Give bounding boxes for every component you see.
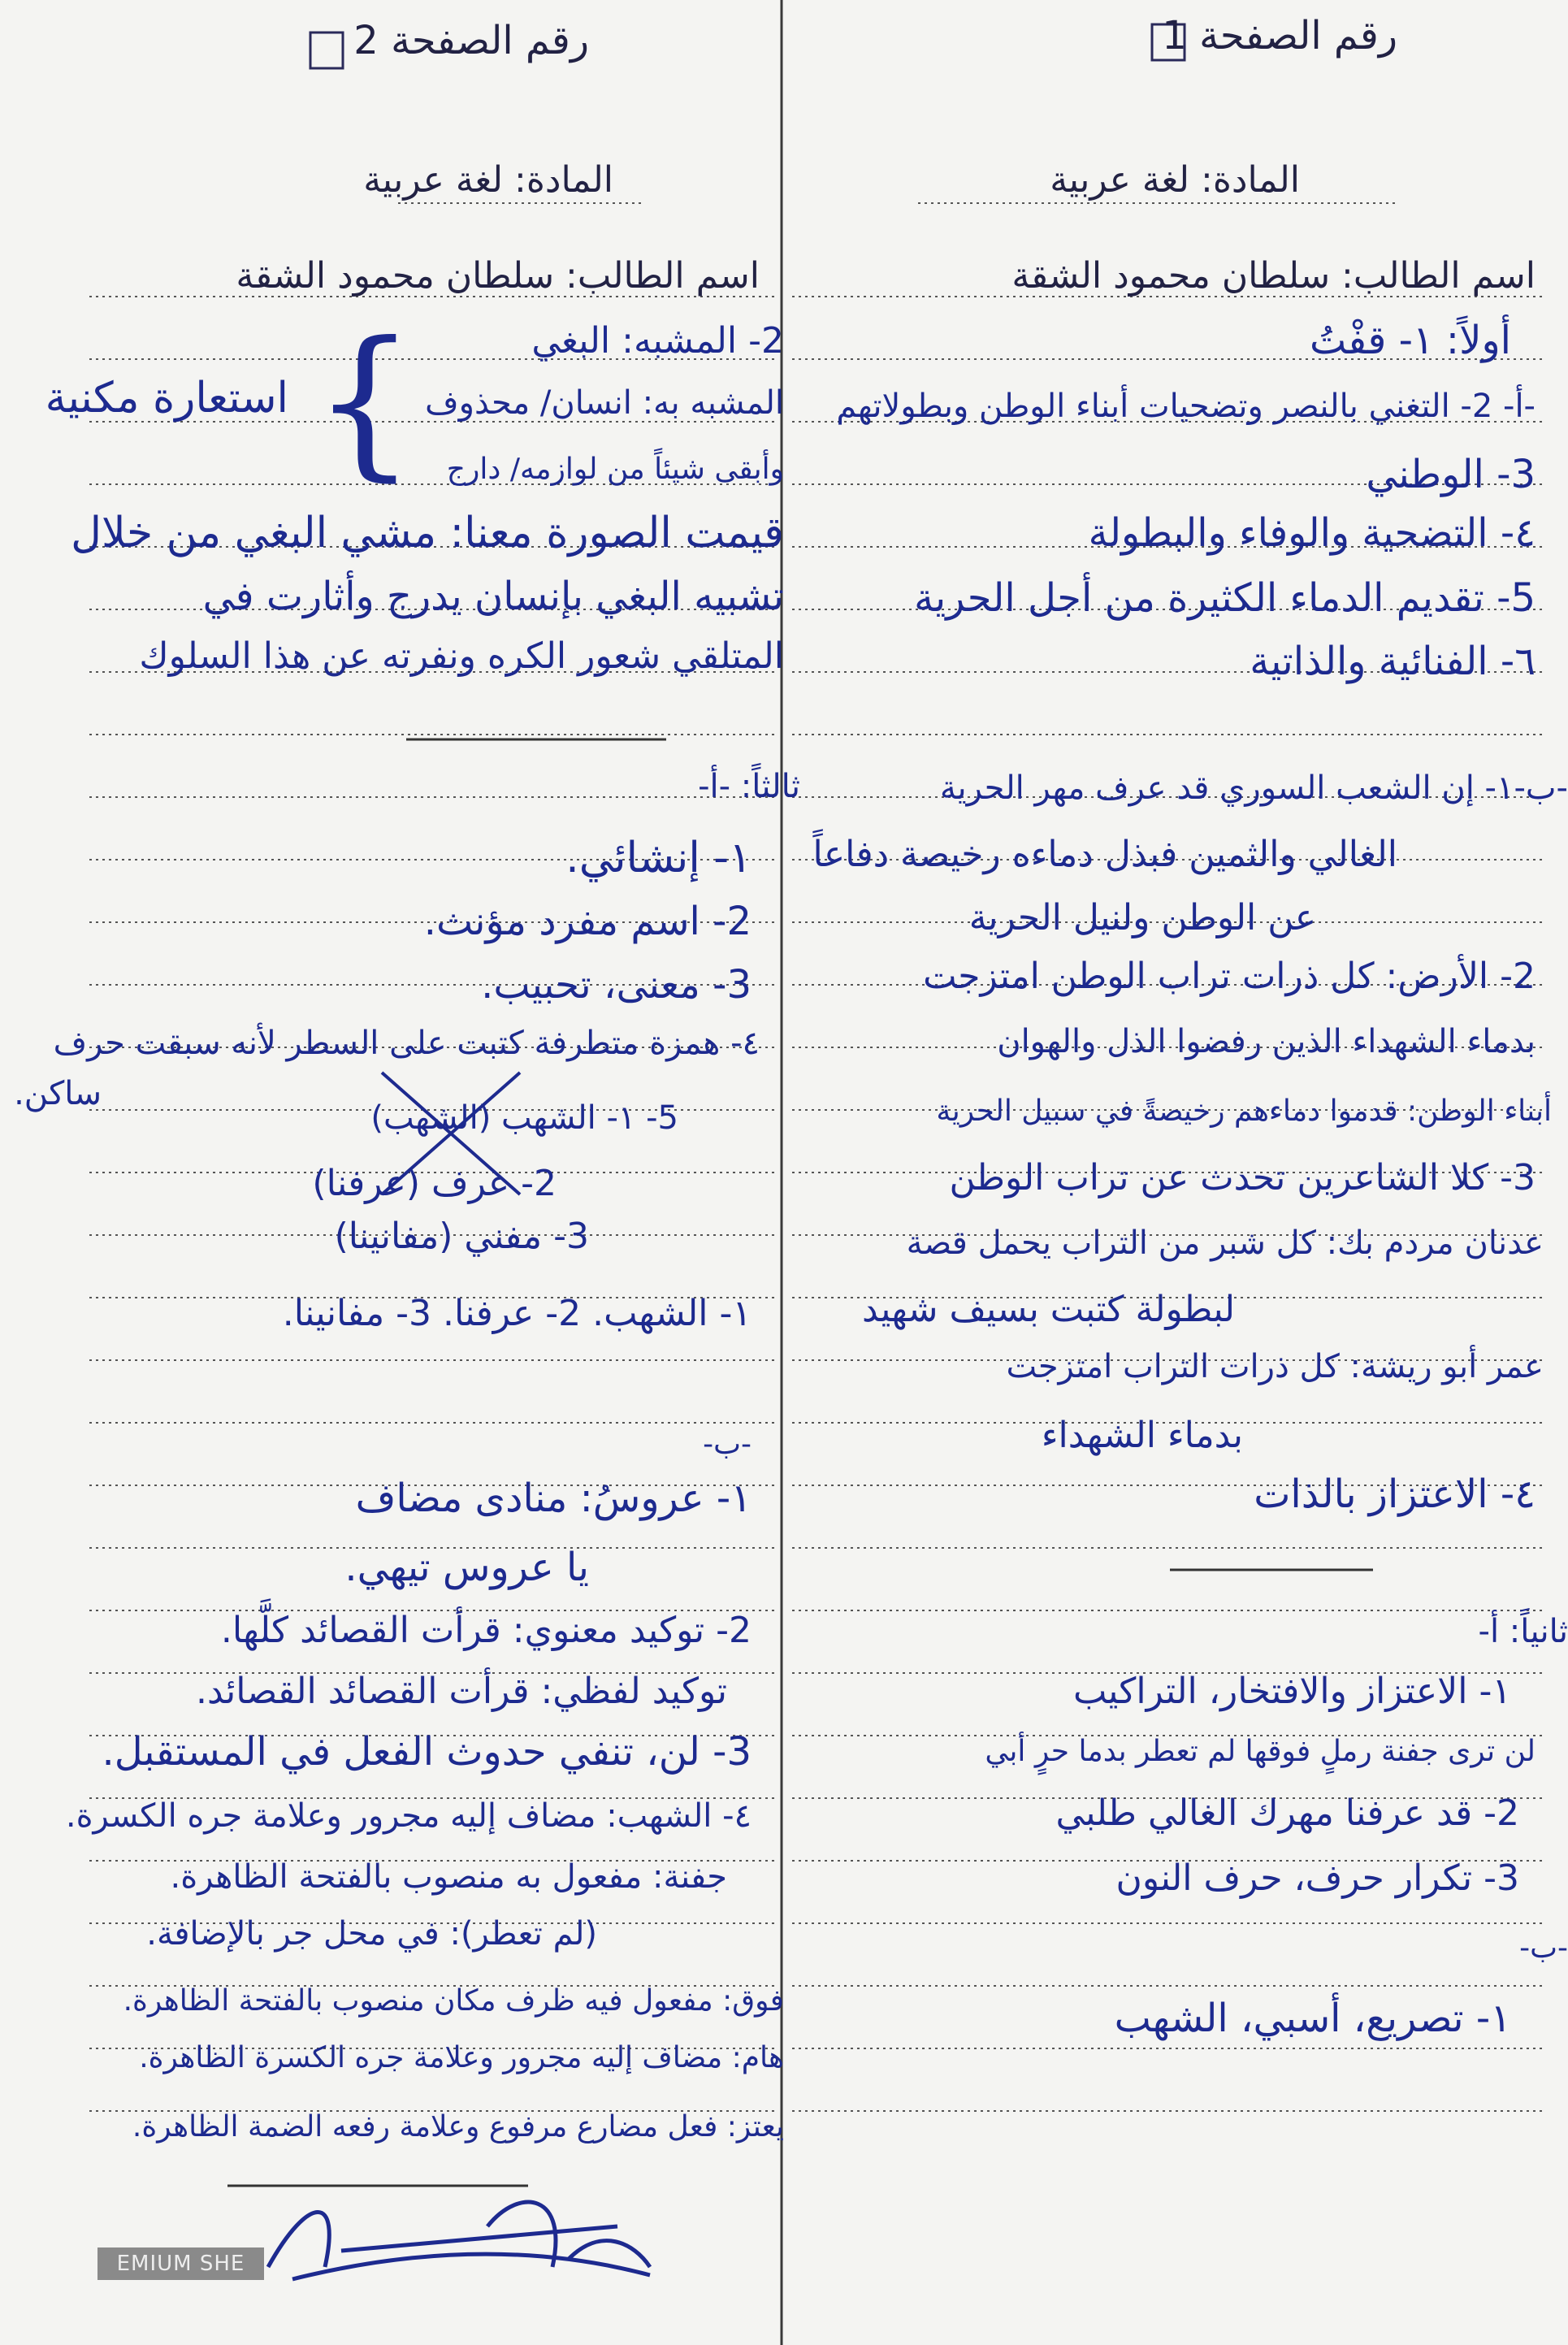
answer-line: 2- توكيد معنوي: قرأت القصائد كلَّها. bbox=[220, 1610, 752, 1651]
page-number: رقم الصفحة 1 bbox=[1162, 13, 1397, 59]
answer-line: عدنان مردم بك: كل شبر من التراب يحمل قصة bbox=[906, 1225, 1544, 1262]
answer-line: جفنة: مفعول به منصوب بالفتحة الظاهرة. bbox=[170, 1858, 727, 1896]
answer-line: عمر أبو ريشة: كل ذرات التراب امتزجت bbox=[1006, 1348, 1544, 1385]
answer-line: لبطولة كتبت بسيف شهيد bbox=[861, 1289, 1235, 1330]
answer-line: المتلقي شعور الكره ونفرته عن هذا السلوك bbox=[139, 635, 784, 677]
answer-line: ١- تصريع، أسبي، الشهب bbox=[1114, 1996, 1511, 2041]
answer-line: -ب- bbox=[1519, 1931, 1568, 1965]
student-name: اسم الطالب: سلطان محمود الشقة bbox=[1011, 255, 1536, 297]
answer-line: -ب-١- إن الشعب السوري قد عرف مهر الحرية bbox=[940, 769, 1568, 807]
answer-line: ٦- الفنائية والذاتية bbox=[1250, 639, 1536, 684]
answer-line: فوق: مفعول فيه ظرف مكان منصوب بالفتحة الظاهرة. bbox=[123, 1984, 784, 2018]
answer-line: أولاً: ١- قفْتُ bbox=[1309, 318, 1511, 363]
subject-label: المادة: لغة عربية bbox=[363, 159, 613, 201]
answer-line: لن ترى جفنة رملٍ فوقها لم تعطر بدما حرٍ أبي bbox=[985, 1735, 1536, 1768]
answer-line: 3- مفني (مفانينا) bbox=[334, 1216, 589, 1257]
answer-line: استعارة مكنية bbox=[45, 374, 288, 423]
answer-line: ٤- الشهب: مضاف إليه مجرور وعلامة جره الكسرة. bbox=[65, 1797, 752, 1835]
answer-line: المشبه به: انسان/ محذوف bbox=[425, 384, 784, 422]
answer-line: ١- عروسُ: منادى مضاف bbox=[355, 1476, 752, 1521]
answer-line: -ب- bbox=[703, 1428, 752, 1461]
answer-line: عن الوطن ولنيل الحرية bbox=[968, 897, 1316, 938]
student-name: اسم الطالب: سلطان محمود الشقة bbox=[236, 255, 760, 297]
subject-label: المادة: لغة عربية bbox=[1050, 159, 1300, 201]
watermark-stamp: EMIUM SHE bbox=[97, 2247, 264, 2280]
answer-line: ثانياً: أ- bbox=[1478, 1613, 1568, 1650]
answer-line: ٤- همزة متطرفة كتبت على السطر لأنه سبقت حرف bbox=[53, 1025, 760, 1062]
answer-line: (لم تعطر): في محل جر بالإضافة. bbox=[146, 1915, 597, 1953]
answer-line: ١- الاعتزاز والافتخار، التراكيب bbox=[1072, 1671, 1511, 1712]
curly-brace-mark: { bbox=[313, 307, 417, 496]
page-number: رقم الصفحة 2 bbox=[353, 18, 589, 63]
answer-line: هام: مضاف إليه مجرور وعلامة جره الكسرة الظاهرة. bbox=[139, 2041, 784, 2074]
answer-line: ١- الشهب. 2- عرفنا. 3- مفانينا. bbox=[282, 1293, 752, 1334]
answer-line: أبناء الوطن: قدموا دماءهم رخيصةً في سبيل الحرية bbox=[936, 1094, 1552, 1128]
answer-line: 3- تكرار حرف، حرف النون bbox=[1115, 1857, 1519, 1899]
answer-line: 5- ١- الشهب (الشهب) bbox=[370, 1099, 678, 1137]
answer-line: ٤- الاعتزاز بالذات bbox=[1254, 1472, 1536, 1517]
answer-line: وأبقى شيئاً من لوازمه/ دارج bbox=[446, 453, 784, 486]
answer-line: ساكن. bbox=[14, 1075, 102, 1112]
answer-line: 2- المشبه: البغي bbox=[531, 320, 784, 362]
answer-line: 5- تقديم الدماء الكثيرة من أجل الحرية bbox=[914, 575, 1536, 621]
answer-line: 3- لن، تنفي حدوث الفعل في المستقبل. bbox=[102, 1729, 752, 1775]
page-one bbox=[788, 0, 1568, 2345]
answer-line: 2- الأرض: كل ذرات تراب الوطن امتزجت bbox=[923, 956, 1536, 997]
answer-line: يا عروس تيهي. bbox=[344, 1545, 589, 1590]
answer-line: -أ- 2- التغني بالنصر وتضحيات أبناء الوطن وبطولاتهم bbox=[836, 388, 1536, 425]
answer-line: ٤- التضحية والوفاء والبطولة bbox=[1088, 510, 1536, 556]
answer-line: 2- اسم مفرد مؤنث. bbox=[423, 899, 752, 944]
answer-line: ثالثاً: -أ- bbox=[698, 768, 800, 805]
answer-line: 3- كلا الشاعرين تحدث عن تراب الوطن bbox=[949, 1157, 1536, 1199]
answer-line: الغالي والثمين فبذل دماءه رخيصة دفاعاً bbox=[812, 834, 1397, 875]
answer-line: يعتز: فعل مضارع مرفوع وعلامة رفعه الضمة الظاهرة. bbox=[132, 2110, 784, 2143]
answer-line: 2- عرف (عرفنا) bbox=[312, 1163, 557, 1204]
answer-line: توكيد لفظي: قرأت القصائد القصائد. bbox=[195, 1671, 727, 1712]
answer-line: ١- إنشائي. bbox=[565, 834, 752, 882]
answer-line: 2- قد عرفنا مهرك الغالي طلبي bbox=[1055, 1792, 1519, 1834]
answer-line: تشبيه البغي بإنسان يدرج وأثارت في bbox=[202, 574, 784, 619]
answer-line: قيمت الصورة معنا: مشي البغي من خلال bbox=[71, 509, 784, 557]
answer-line: بدماء الشهداء الذين رفضوا الذل والهوان bbox=[997, 1023, 1536, 1060]
answer-line: 3- الوطني bbox=[1366, 452, 1536, 497]
answer-line: 3- معنى، تحبيب. bbox=[481, 962, 752, 1008]
answer-line: بدماء الشهداء bbox=[1041, 1415, 1243, 1456]
